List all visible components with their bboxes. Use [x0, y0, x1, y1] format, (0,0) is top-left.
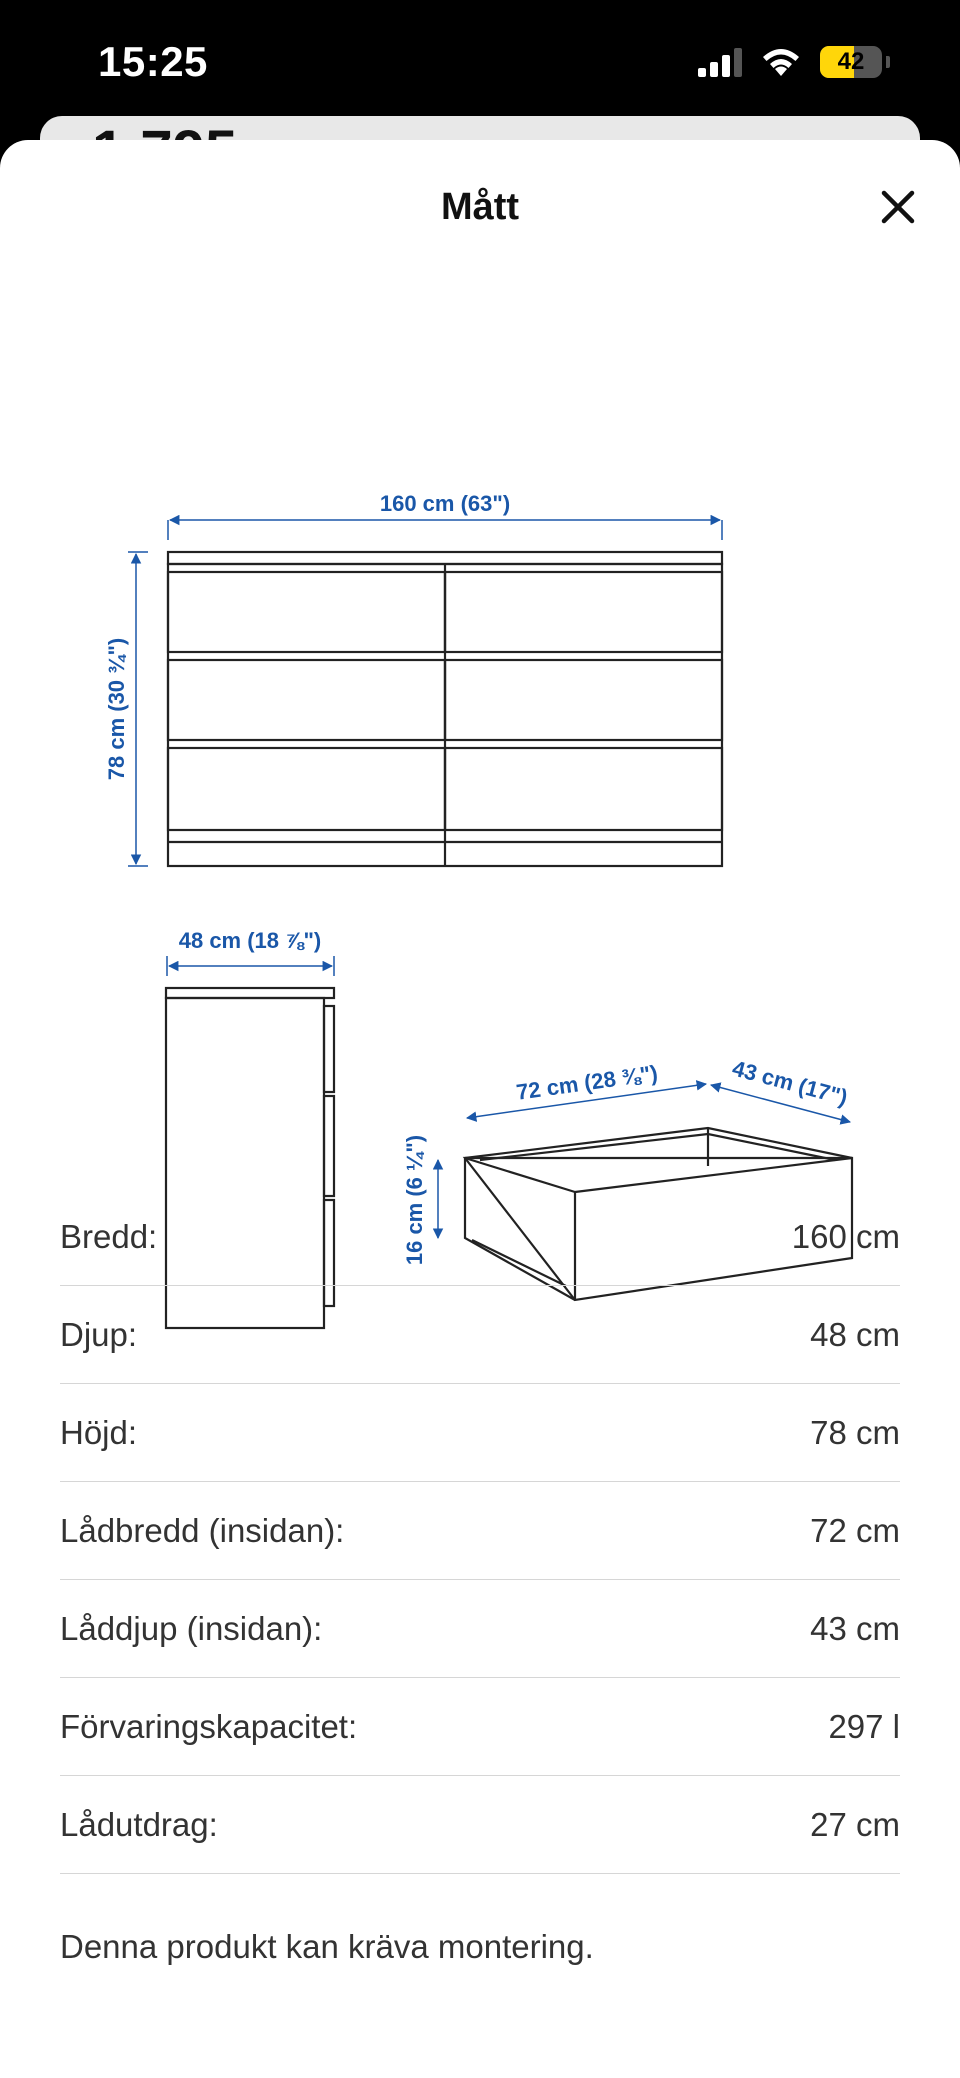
drawer-height-label: 16 cm (6 ¼")	[402, 1134, 427, 1266]
dimension-row-storage-capacity	[60, 1678, 900, 1776]
dimension-value: 78 cm	[810, 1413, 900, 1451]
dimension-row-drawer-depth	[60, 1580, 900, 1678]
front-width-label: 160 cm (63")	[379, 491, 511, 516]
dimension-value: 160 cm	[791, 1217, 900, 1255]
assembly-note: Denna produkt kan kräva montering.	[60, 1928, 594, 1965]
drawer-depth-label: 43 cm (17")	[729, 1055, 851, 1111]
side-depth-label: 48 cm (18 ⅞")	[178, 928, 322, 953]
dimension-label: Bredd:	[60, 1217, 158, 1255]
status-bar	[0, 0, 960, 120]
drawer-width-label: 72 cm (28 ⅜")	[514, 1060, 660, 1105]
dimension-value: 297 l	[828, 1707, 900, 1745]
dimension-row-height	[60, 1384, 900, 1482]
dimension-row-drawer-width	[60, 1482, 900, 1580]
dimensions-list	[60, 1188, 900, 1874]
status-time: 15:25	[98, 38, 208, 85]
wifi-icon	[760, 47, 802, 77]
dimension-label: Djup:	[60, 1315, 138, 1353]
close-icon[interactable]	[876, 185, 920, 229]
dimension-row-drawer-extension	[60, 1776, 900, 1874]
dimensions-sheet	[0, 140, 960, 2078]
dimension-label: Höjd:	[60, 1413, 138, 1451]
dimension-label: Lådbredd (insidan):	[60, 1511, 345, 1549]
dimension-value: 72 cm	[810, 1511, 900, 1549]
status-icons	[698, 46, 890, 78]
dimension-label: Förvaringskapacitet:	[60, 1707, 358, 1745]
dimension-label: Låddjup (insidan):	[60, 1609, 323, 1647]
sheet-title: Mått	[440, 186, 520, 228]
cellular-signal-icon	[698, 47, 742, 77]
battery-level: 42	[837, 48, 865, 75]
dimension-value: 48 cm	[810, 1315, 900, 1353]
dimension-row-depth	[60, 1286, 900, 1384]
dimension-row-width	[60, 1188, 900, 1286]
front-view-drawing	[168, 552, 722, 866]
dimension-value: 43 cm	[810, 1609, 900, 1647]
dimension-value: 27 cm	[810, 1805, 900, 1843]
front-height-label: 78 cm (30 ¾")	[104, 637, 129, 781]
dimension-label: Lådutdrag:	[60, 1805, 218, 1843]
battery-icon	[820, 46, 882, 78]
